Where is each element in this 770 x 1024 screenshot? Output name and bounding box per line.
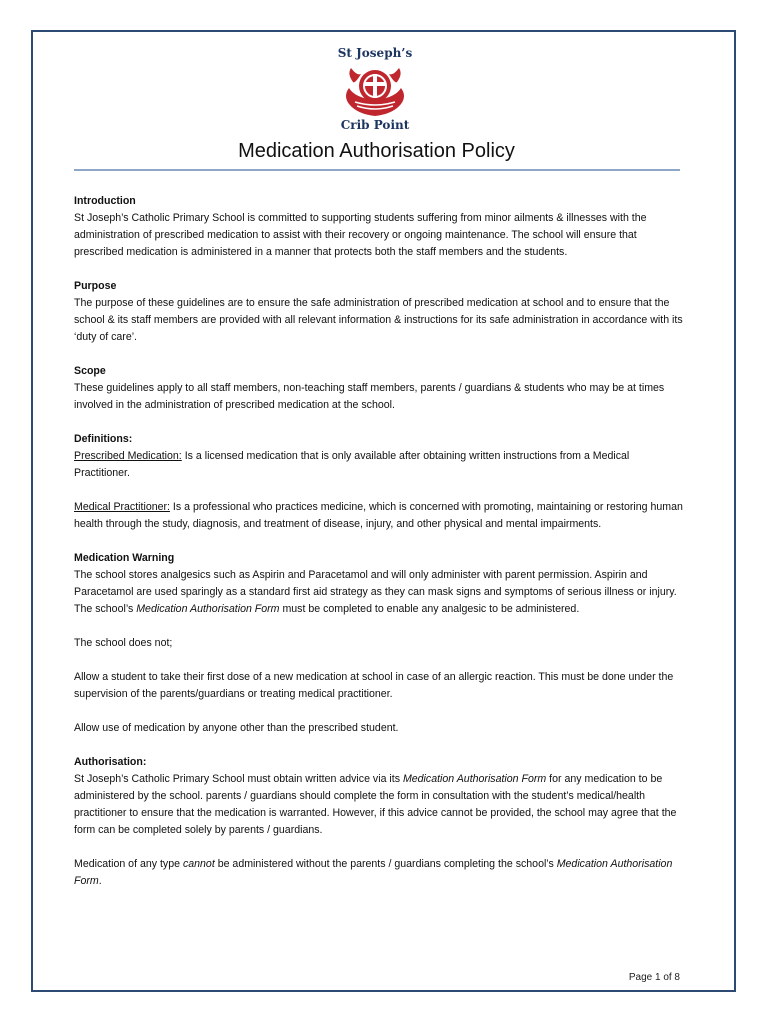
section-introduction (74, 193, 686, 261)
section-medication-warning (74, 550, 686, 618)
section-scope (74, 363, 686, 414)
authorisation-form-name: Medication Authorisation Form (402, 773, 547, 785)
medical-practitioner-definition: Is a professional who practices medicine, which is concerned with promoting, maintaining or restoring human health through the study, diagnosis, and treatment of disease, injury, and other physical and mental impairments. (74, 501, 683, 530)
prescribed-medication-definition: Is a licensed medication that is only available after obtaining written instructions from a Medical Practitioner. (74, 450, 630, 479)
section-purpose (74, 278, 686, 346)
title-divider (74, 169, 680, 171)
final-text-2: be administered without the parents / guardians completing the school’s (214, 858, 557, 870)
final-text-1: Medication of any type (74, 858, 183, 870)
final-end: . (98, 875, 102, 887)
logo-top-text: St Joseph’s (337, 46, 413, 60)
section-definitions (74, 431, 686, 482)
does-not-item-2: Allow use of medication by anyone other than the prescribed student. (74, 722, 399, 734)
page-number: Page 1 of 8 (628, 972, 680, 983)
medical-practitioner-term: Medical Practitioner: (74, 501, 170, 513)
authorisation-heading: Authorisation: (74, 756, 147, 768)
definition-medical-practitioner (74, 499, 686, 533)
final-form-name: Medication Authorisation Form (74, 858, 673, 887)
warning-form-name: Medication Authorisation Form (136, 603, 280, 615)
logo-bottom-text: Crib Point (340, 118, 410, 132)
purpose-body: The purpose of these guidelines are to ensure the safe administration of prescribed medication at school and to ensure that the school & its staff members are provided with all relevant information & instructions for its safe administration in accordance with its ‘duty of care’. (74, 297, 683, 343)
final-cannot: cannot (182, 858, 215, 870)
scope-heading: Scope (74, 365, 106, 377)
school-does-not: The school does not; (74, 637, 173, 649)
definitions-heading: Definitions: (74, 433, 133, 445)
warning-body-1: The school stores analgesics such as Aspirin and Paracetamol and will only administer with parent permission. Aspirin and Paracetamol are used sparingly as a standard first aid strategy as they can mask signs and symptoms of serious illness or injury. The school’s (74, 569, 677, 615)
scope-body: These guidelines apply to all staff members, non-teaching staff members, parents / guardians & students who may be at times involved in the administration of prescribed medication at the school. (74, 382, 665, 411)
medication-warning-heading: Medication Warning (74, 552, 175, 564)
authorisation-final-statement (74, 856, 686, 890)
authorisation-body-2: for any medication to be administered by the school. parents / guardians should complete the form in consultation with the student’s medical/health practitioner to ensure that the medication is warranted. However, if this advice cannot be provided, the school may agree that the form can be completed solely by parents / guardians. (74, 773, 677, 836)
policy-content (74, 193, 686, 907)
page-title: Medication Authorisation Policy (238, 140, 515, 162)
introduction-body: St Joseph’s Catholic Primary School is committed to supporting students suffering from minor ailments & illnesses with the administration of prescribed medication to assist with their recovery or ongoing maintenance. The school will ensure that prescribed medication is administered in a manner that protects both the staff members and the students. (74, 212, 647, 258)
section-authorisation (74, 754, 686, 839)
school-crest-icon (343, 62, 407, 118)
warning-body-2: must be completed to enable any analgesic to be administered. (279, 603, 580, 615)
authorisation-body-1: St Joseph’s Catholic Primary School must obtain written advice via its (74, 773, 403, 785)
purpose-heading: Purpose (74, 280, 117, 292)
does-not-item-1: Allow a student to take their first dose of a new medication at school in case of an allergic reaction. This must be done under the supervision of the parents/guardians or treating medical practitioner. (74, 671, 674, 700)
prescribed-medication-term: Prescribed Medication: (74, 450, 182, 462)
introduction-heading: Introduction (74, 195, 136, 207)
